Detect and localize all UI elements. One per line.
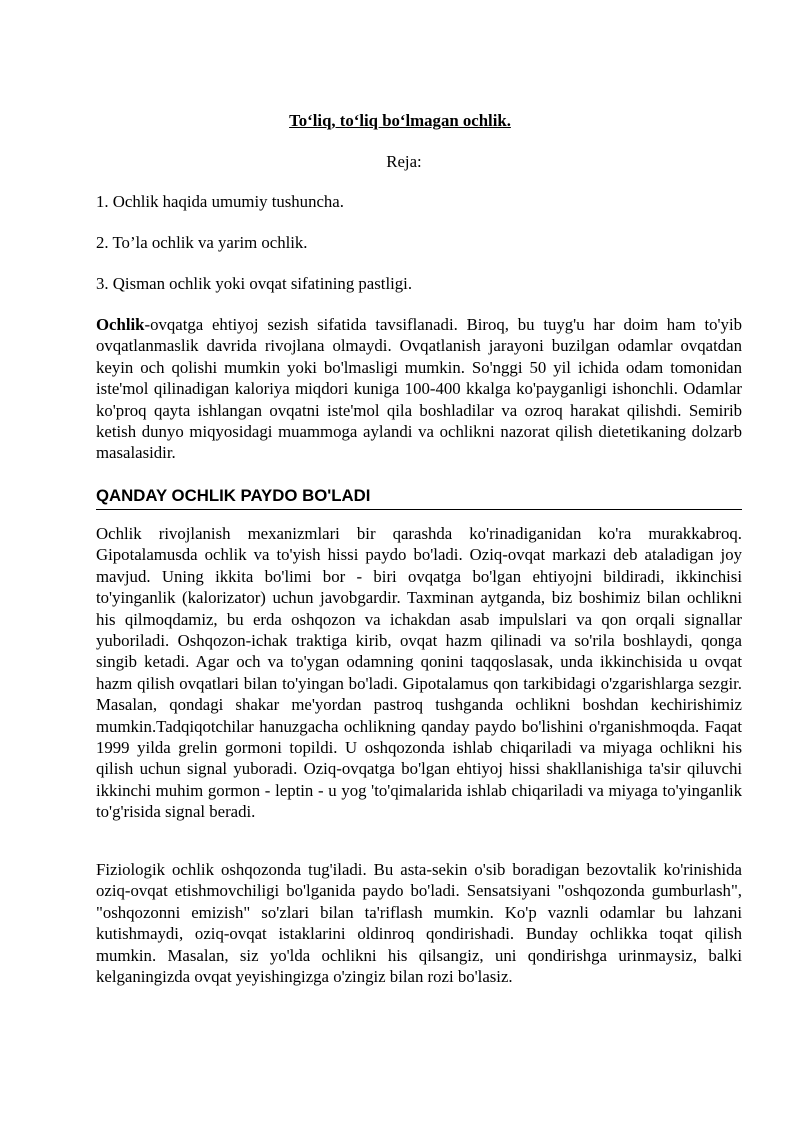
document-title: To‘liq, to‘liq bo‘lmagan ochlik. xyxy=(289,111,511,130)
body-paragraph-mechanism: Ochlik rivojlanish mexanizmlari bir qarashda ko'rinadiganidan ko'ra murakkabroq. Gipotalamusda ochlik va to'yish hissi paydo bo'ladi. Oziq-ovqat markazi deb ataladigan joy mavjud. Uning ikkita bo'limi bor - biri ovqatga bo'lgan ehtiyojni bildiradi, ikkinchisi to'yinganlik (kalorizator) uchun javobgardir. Taxminan aytganda, biz boshimiz bilan ochlikni his qilmoqdamiz, bu erda oshqozon va ichakdan asab impulslari va qon orqali signallar yuboriladi. Oshqozon-ichak traktiga kirib, ovqat hazm qilinadi va so'rila boshlaydi, qonga singib ketadi. Agar och va to'ygan odamning qonini taqqoslasak, unda ikkinchisida u ovqat hazm qilish ovqatlari bilan to'yingan bo'ladi. Gipotalamus qon tarkibidagi o'zgarishlarga sezgir. Masalan, qondagi shakar me'yordan pastroq tushganda ochlikni boshdan kechirishimiz mumkin.Tadqiqotchilar hanuzgacha ochlikning qanday paydo bo'lishini o'rganishmoqda. Faqat 1999 yilda grelin gormoni topildi. U oshqozonda ishlab chiqariladi va miyaga ochlikni his qilish uchun signal yuboradi. Oziq-ovqatga bo'lgan ehtiyoj hissi shakllanishiga ta'sir qiluvchi ikkinchi muhim gormon - leptin - u yog 'to'qimalarida ishlab chiqariladi va miyaga to'yinganlik to'g'risida signal beradi. xyxy=(96,524,742,822)
intro-text: -ovqatga ehtiyoj sezish sifatida tavsiflanadi. Biroq, bu tuyg'u har doim ham to'yib ovqatlanmaslik davrida rivojlana olmaydi. Ovqatlanish jarayoni buzilgan odamlar ovqatdan keyin och qolishi mumkin yoki bo'lmasligi mumkin. So'nggi 50 yil ichida odam tomonidan iste'mol qilinadigan kaloriya miqdori kuniga 100-400 kkalga ko'payganligi ishonchli. Odamlar ko'proq qayta ishlangan ovqatni iste'mol qila boshladilar va ozroq harakat qilishdi. Semirib ketish dunyo miqyosidagi muammoga aylandi va ochlikni nazorat qilish dietetikaning dolzarb masalasidir. xyxy=(96,315,742,463)
intro-lead-term: Ochlik xyxy=(96,315,145,334)
plan-item-1: 1. Ochlik haqida umumiy tushuncha. xyxy=(96,192,344,211)
section-heading: QANDAY OCHLIK PAYDO BO'LADI xyxy=(96,485,742,510)
body-paragraph-physiological: Fiziologik ochlik oshqozonda tug'iladi. Bu asta-sekin o'sib boradigan bezovtalik ko'rinishida oziq-ovqat etishmovchiligi bo'lganida paydo bo'ladi. Sensatsiyani "oshqozonda gumburlash", "oshqozonni emizish" so'zlari bilan ta'riflash mumkin. Ko'p vaznli odamlar bu lahzani kutishmaydi, oziq-ovqat istaklarini oldinroq qondirishadi. Bunday ochlikka toqat qilish mumkin. Masalan, siz yo'lda ochlikni his qilsangiz, uni qondirishga urinmaysiz, balki kelganingizda ovqat yeyishingizga o'zingiz bilan rozi bo'lasiz. xyxy=(96,860,742,987)
plan-item-3: 3. Qisman ochlik yoki ovqat sifatining pastligi. xyxy=(96,274,413,293)
plan-label: Reja: xyxy=(386,152,422,171)
plan-item-2: 2. To’la ochlik va yarim ochlik. xyxy=(96,233,308,252)
intro-paragraph xyxy=(96,314,742,464)
